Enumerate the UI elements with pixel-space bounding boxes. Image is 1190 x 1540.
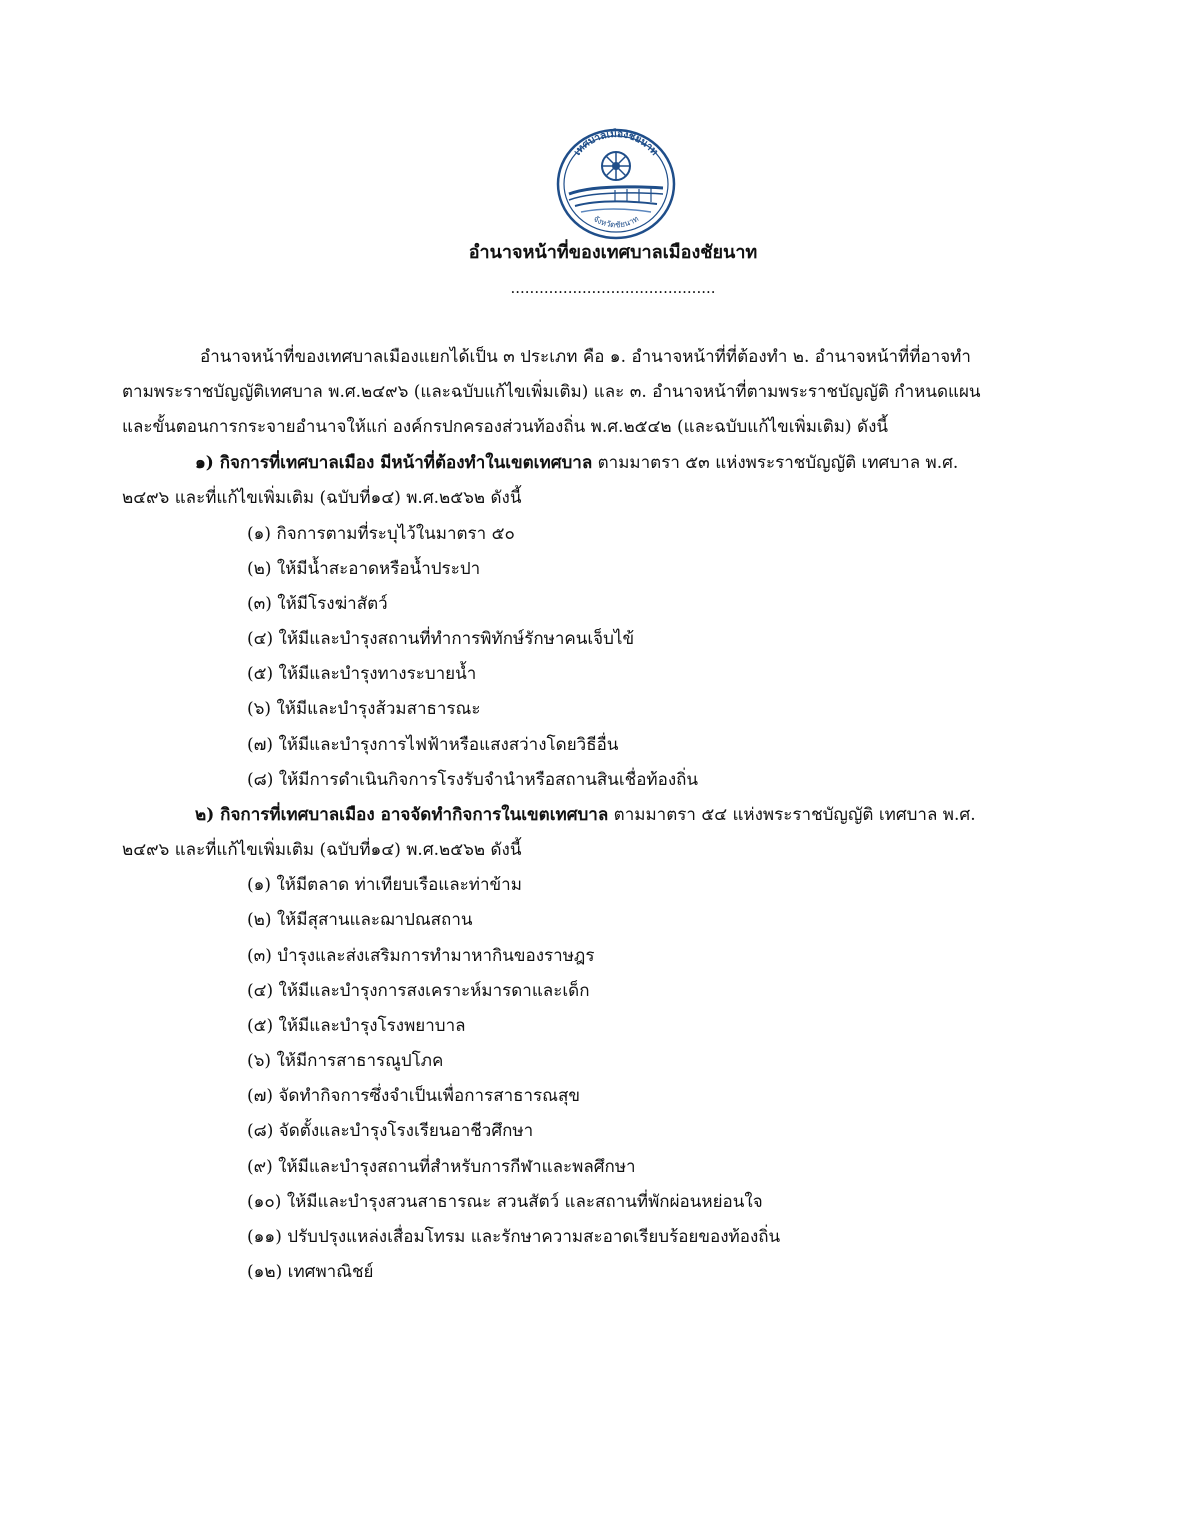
intro-line-2: ตามพระราชบัญญัติเทศบาล พ.ศ.๒๔๙๖ (และฉบับแก้ไขเพิ่มเติม) และ ๓. อำนาจหน้าที่ตามพระราชบัญญัติ กำหนดแผน bbox=[122, 382, 981, 402]
section1-item: (๕) ให้มีและบำรุงทางระบายน้ำ bbox=[247, 664, 477, 684]
seal-top-text: เทศบาลเมืองชัยนาท bbox=[572, 128, 660, 158]
section2-item: (๔) ให้มีและบำรุงการสงเคราะห์มารดาและเด็ก bbox=[247, 981, 590, 1001]
section2-item: (๒) ให้มีสุสานและฌาปณสถาน bbox=[247, 910, 473, 930]
municipality-seal-logo bbox=[555, 128, 677, 240]
section1-item: (๑) กิจการตามที่ระบุไว้ในมาตรา ๕๐ bbox=[247, 524, 515, 544]
section1-item: (๓) ให้มีโรงฆ่าสัตว์ bbox=[247, 594, 388, 614]
section1-item: (๗) ให้มีและบำรุงการไฟฟ้าหรือแสงสว่างโดยวิธีอื่น bbox=[247, 735, 619, 755]
section1-heading-rest: ตามมาตรา ๕๓ แห่งพระราชบัญญัติ เทศบาล พ.ศ. bbox=[592, 453, 959, 473]
section2-item: (๑๒) เทศพาณิชย์ bbox=[247, 1262, 374, 1282]
intro-line-3: และขั้นตอนการกระจายอำนาจให้แก่ องค์กรปกครองส่วนท้องถิ่น พ.ศ.๒๕๔๒ (และฉบับแก้ไขเพิ่มเติม) ดังนี้ bbox=[122, 417, 888, 437]
section2-item: (๗) จัดทำกิจการซึ่งจำเป็นเพื่อการสาธารณสุข bbox=[247, 1086, 580, 1106]
section2-item: (๑) ให้มีตลาด ท่าเทียบเรือและท่าข้าม bbox=[247, 875, 522, 895]
section2-heading: ๒) กิจการที่เทศบาลเมือง อาจจัดทำกิจการในเขตเทศบาล bbox=[195, 805, 609, 825]
section2-item: (๑๐) ให้มีและบำรุงสวนสาธารณะ สวนสัตว์ และสถานที่พักผ่อนหย่อนใจ bbox=[247, 1192, 763, 1212]
seal-emblem-icon bbox=[555, 128, 677, 240]
section2-item: (๙) ให้มีและบำรุงสถานที่สำหรับการกีฬาและพลศึกษา bbox=[247, 1157, 636, 1177]
document-title: อำนาจหน้าที่ของเทศบาลเมืองชัยนาท bbox=[468, 242, 758, 263]
section2-item: (๕) ให้มีและบำรุงโรงพยาบาล bbox=[247, 1016, 466, 1036]
section2-item: (๘) จัดตั้งและบำรุงโรงเรียนอาชีวศึกษา bbox=[247, 1121, 534, 1141]
seal-bottom-text: จังหวัดชัยนาท bbox=[591, 214, 641, 230]
section1-item: (๔) ให้มีและบำรุงสถานที่ทำการพิทักษ์รักษาคนเจ็บไข้ bbox=[247, 629, 635, 649]
section1-item: (๘) ให้มีการดำเนินกิจการโรงรับจำนำหรือสถานสินเชื่อท้องถิ่น bbox=[247, 770, 699, 790]
section1-line-2: ๒๔๙๖ และที่แก้ไขเพิ่มเติม (ฉบับที่๑๔) พ.ศ.๒๕๖๒ ดังนี้ bbox=[122, 488, 522, 508]
section1-item: (๖) ให้มีและบำรุงส้วมสาธารณะ bbox=[247, 699, 481, 719]
section2-heading-line bbox=[195, 802, 976, 828]
title-separator: ........................................... bbox=[510, 279, 716, 297]
section1-heading: ๑) กิจการที่เทศบาลเมือง มีหน้าที่ต้องทำในเขตเทศบาล bbox=[195, 453, 593, 473]
section2-item: (๖) ให้มีการสาธารณูปโภค bbox=[247, 1051, 444, 1071]
section1-item: (๒) ให้มีน้ำสะอาดหรือน้ำประปา bbox=[247, 559, 481, 579]
section2-heading-rest: ตามมาตรา ๕๔ แห่งพระราชบัญญัติ เทศบาล พ.ศ. bbox=[608, 805, 976, 825]
section1-heading-line bbox=[195, 450, 958, 476]
section2-item: (๑๑) ปรับปรุงแหล่งเสื่อมโทรม และรักษาความสะอาดเรียบร้อยของท้องถิ่น bbox=[247, 1227, 781, 1247]
section2-line-2: ๒๔๙๖ และที่แก้ไขเพิ่มเติม (ฉบับที่๑๔) พ.ศ.๒๕๖๒ ดังนี้ bbox=[122, 840, 522, 860]
section2-item: (๓) บำรุงและส่งเสริมการทำมาหากินของราษฎร bbox=[247, 946, 595, 966]
intro-line-1: อำนาจหน้าที่ของเทศบาลเมืองแยกได้เป็น ๓ ประเภท คือ ๑. อำนาจหน้าที่ที่ต้องทำ ๒. อำนาจหน้าที่ที่อาจทำ bbox=[200, 347, 971, 367]
